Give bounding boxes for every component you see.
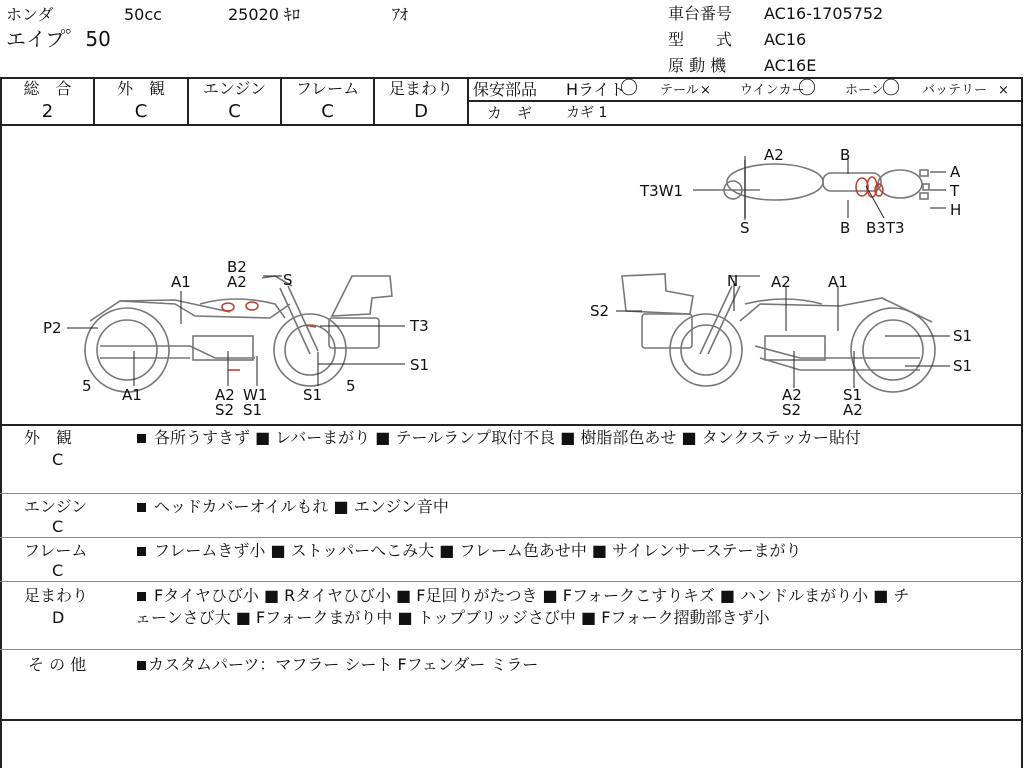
diagram-label: S1 bbox=[303, 386, 323, 404]
diagram-label: A1 bbox=[171, 273, 191, 291]
bullet-icon bbox=[137, 547, 146, 556]
bike-diagrams bbox=[0, 126, 1020, 422]
diagram-label: S1 bbox=[953, 357, 973, 375]
safety-label: 保安部品 bbox=[473, 80, 538, 99]
remark-text-frame: フレームきず小 ■ ストッパーへこみ大 ■ フレーム色あせ中 ■ サイレンサーステーまがり bbox=[137, 542, 801, 560]
displacement: 50cc bbox=[124, 5, 162, 24]
remark-label-suspension: 足まわり bbox=[24, 586, 89, 605]
score-exterior: C bbox=[134, 101, 148, 122]
bullet-icon bbox=[137, 592, 146, 601]
bullet-icon bbox=[137, 434, 146, 443]
diagram-label: H bbox=[950, 201, 962, 219]
diagram-label: S1 bbox=[843, 386, 863, 404]
safety-mark-headlight: 〇 bbox=[620, 78, 638, 99]
diagram-label: B3T3 bbox=[866, 219, 905, 237]
diagram-label: S1 bbox=[953, 327, 973, 345]
divider bbox=[0, 537, 1022, 538]
diagram-label: A1 bbox=[122, 386, 142, 404]
score-frame: C bbox=[321, 101, 334, 122]
diagram-label: S2 bbox=[782, 401, 802, 419]
diagram-label: B bbox=[840, 219, 851, 237]
diagram-label: S1 bbox=[410, 356, 430, 374]
diagram-label: N bbox=[727, 272, 739, 290]
diagram-label: A2 bbox=[843, 401, 863, 419]
score-header-total: 総 合 bbox=[23, 79, 72, 98]
diagram-label: A1 bbox=[828, 273, 848, 291]
remark-grade-frame: C bbox=[52, 561, 64, 580]
diagram-label: T3 bbox=[410, 317, 429, 335]
safety-item-battery: バッテリー bbox=[922, 83, 988, 98]
remark-text-suspension-line2: ェーンさび大 ■ Fフォークまがり中 ■ トップブリッジさび中 ■ Fフォーク摺動部きず小 bbox=[135, 608, 770, 627]
remark-grade-suspension: D bbox=[52, 608, 65, 627]
remark-text-engine: ヘッドカバーオイルもれ ■ エンジン音中 bbox=[137, 498, 449, 516]
diagram-label: A2 bbox=[764, 146, 784, 164]
remark-text-other: カスタムパーツ：マフラー シート Fフェンダー ミラー bbox=[137, 656, 538, 674]
diagram-label: T3W1 bbox=[640, 182, 684, 200]
engine-label: 原 動 機 bbox=[668, 56, 727, 75]
diagram-label: P2 bbox=[43, 319, 62, 337]
diagram-label: A2 bbox=[771, 273, 791, 291]
score-header-exterior: 外 観 bbox=[116, 79, 165, 98]
score-header-engine: エンジン bbox=[202, 79, 267, 98]
frame-no: AC16-1705752 bbox=[764, 4, 884, 23]
diagram-label: 5 bbox=[82, 377, 92, 395]
diagram-label: S1 bbox=[243, 401, 263, 419]
remark-label-engine: エンジン bbox=[24, 497, 88, 516]
diagram-label: T bbox=[950, 182, 960, 200]
score-engine: C bbox=[228, 101, 241, 122]
frame-no-label: 車台番号 bbox=[668, 4, 733, 23]
remark-label-exterior: 外 観 bbox=[24, 428, 73, 447]
key-value: カギ 1 bbox=[566, 105, 608, 121]
model-name: エイプ゜50 bbox=[6, 27, 111, 51]
diagram-label: A bbox=[950, 163, 961, 181]
key-label: カ ギ bbox=[487, 104, 533, 122]
divider bbox=[0, 719, 1022, 721]
diagram-label: 5 bbox=[346, 377, 356, 395]
safety-item-horn: ホーン bbox=[845, 83, 884, 98]
diagram-label: W1 bbox=[243, 386, 268, 404]
diagram-label: S2 bbox=[215, 401, 235, 419]
diagram-label: B2 bbox=[227, 258, 247, 276]
remark-grade-engine: C bbox=[52, 517, 64, 536]
safety-mark-battery: × bbox=[998, 83, 1009, 98]
remark-text-exterior: 各所うすきず ■ レバーまがり ■ テールランプ取付不良 ■ 樹脂部色あせ ■ タンクステッカー貼付 bbox=[137, 429, 861, 447]
engine-code: AC16E bbox=[764, 56, 817, 75]
diagram-label: A2 bbox=[227, 273, 247, 291]
diagram-label: S2 bbox=[590, 302, 610, 320]
safety-mark-winker: 〇 bbox=[798, 78, 816, 99]
diagram-label: B bbox=[840, 146, 851, 164]
safety-item-headlight: Hライト bbox=[566, 80, 626, 99]
divider bbox=[0, 581, 1022, 582]
right-side-bike bbox=[622, 274, 935, 392]
safety-mark-tail: × bbox=[700, 83, 711, 98]
safety-mark-horn: 〇 bbox=[882, 78, 900, 99]
score-header-frame: フレーム bbox=[295, 79, 360, 98]
score-suspension: D bbox=[414, 101, 428, 122]
color: ｱｵ bbox=[392, 5, 409, 24]
mileage: 25020 ｷﾛ bbox=[228, 5, 300, 24]
remark-label-frame: フレーム bbox=[24, 541, 88, 560]
diagram-label: S bbox=[283, 271, 293, 289]
top-view-bike bbox=[718, 160, 929, 218]
divider bbox=[0, 424, 1022, 426]
remark-grade-exterior: C bbox=[52, 450, 64, 469]
remark-label-other: そ の 他 bbox=[28, 655, 87, 674]
safety-item-winker: ウインカー bbox=[740, 83, 805, 98]
divider bbox=[0, 649, 1022, 650]
model-code: AC16 bbox=[764, 30, 807, 49]
divider bbox=[467, 77, 469, 124]
score-total: 2 bbox=[41, 101, 54, 122]
divider bbox=[1021, 77, 1023, 768]
safety-item-tail: テール bbox=[660, 83, 699, 98]
divider bbox=[467, 100, 1022, 102]
divider bbox=[0, 493, 1022, 494]
bullet-icon bbox=[137, 661, 146, 670]
score-header-suspension: 足まわり bbox=[388, 79, 453, 98]
model-label: 型 式 bbox=[668, 30, 733, 49]
diagram-label: A2 bbox=[215, 386, 235, 404]
diagram-label: S bbox=[740, 219, 750, 237]
maker: ホンダ bbox=[6, 5, 54, 24]
diagram-label: A2 bbox=[782, 386, 802, 404]
remark-text-suspension: Fタイヤひび小 ■ Rタイヤひび小 ■ F足回りがたつき ■ Fフォークこすりキズ ■ ハンドルまがり小 ■ チ bbox=[137, 587, 909, 605]
bullet-icon bbox=[137, 503, 146, 512]
